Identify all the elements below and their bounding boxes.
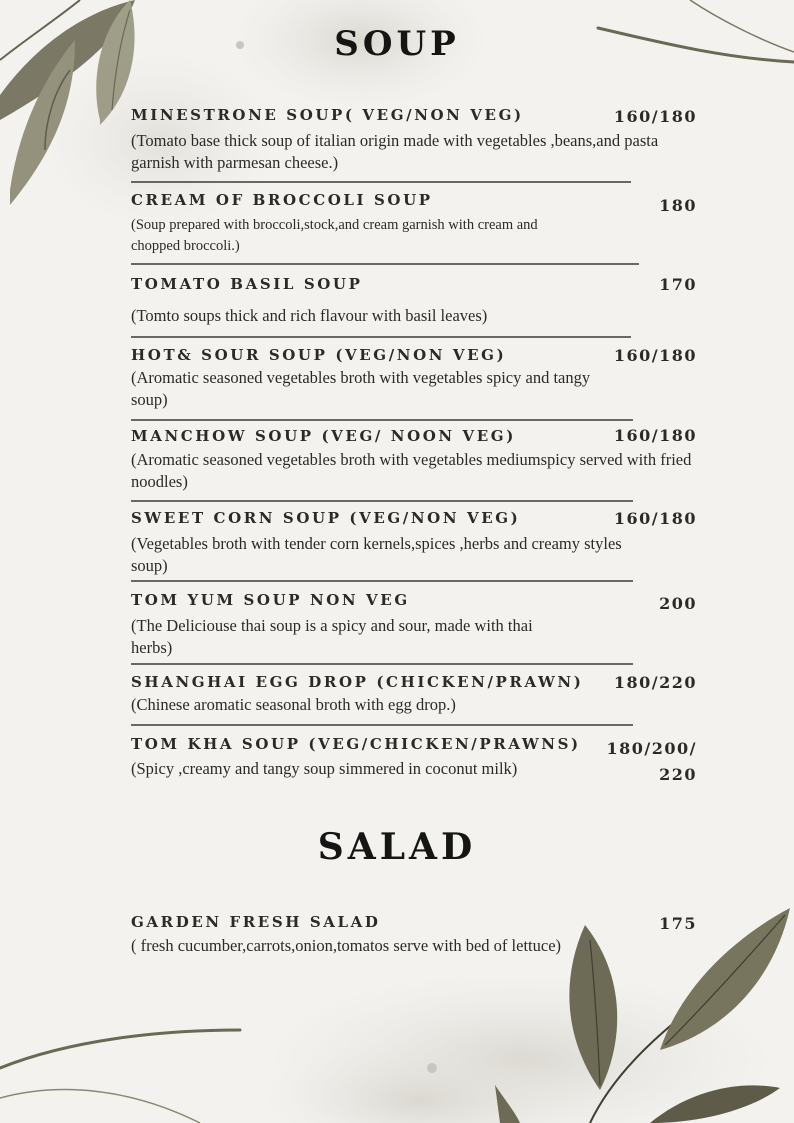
item-price: 160/180 [613, 509, 697, 528]
item-description: (Spicy ,creamy and tangy soup simmered in coconut milk) [131, 759, 518, 778]
soup-section-title: SOUP [334, 24, 460, 64]
item-price: 180 [659, 196, 697, 215]
item-name: SHANGHAI EGG DROP (CHICKEN/PRAWN) [131, 673, 584, 691]
item-price-line: 180/200/ [606, 739, 697, 758]
item-description: (Aromatic seasoned vegetables broth with vegetables mediumspicy served with fried noodles) [131, 450, 692, 491]
item-name: TOM YUM SOUP NON VEG [131, 591, 410, 609]
item-price: 160/180 [613, 426, 697, 445]
item-price: 175 [659, 914, 697, 933]
item-name: TOMATO BASIL SOUP [131, 275, 363, 293]
item-name: GARDEN FRESH SALAD [131, 913, 381, 931]
item-description: (The Deliciouse thai soup is a spicy and sour, made with thai herbs) [131, 616, 533, 657]
item-description: (Tomto soups thick and rich flavour with basil leaves) [131, 306, 488, 325]
item-name: CREAM OF BROCCOLI SOUP [131, 191, 433, 209]
item-name: HOT& SOUR SOUP (VEG/NON VEG) [131, 346, 507, 364]
item-name: TOM KHA SOUP (VEG/CHICKEN/PRAWNS) [131, 735, 581, 753]
item-description: (Aromatic seasoned vegetables broth with vegetables spicy and tangy soup) [131, 368, 591, 409]
bottom-left-swoosh-icon [0, 1030, 240, 1068]
item-price: 170 [659, 275, 697, 294]
item-price [607, 736, 697, 788]
item-description: (Tomato base thick soup of italian origin made with vegetables ,beans,and pasta garnish with parmesan cheese.) [131, 131, 659, 172]
item-price: 180/220 [613, 673, 697, 692]
item-description: (Soup prepared with broccoli,stock,and cream garnish with cream and chopped broccoli.) [131, 217, 538, 254]
item-name: SWEET CORN SOUP (VEG/NON VEG) [131, 509, 521, 527]
item-description: ( fresh cucumber,carrots,onion,tomatos serve with bed of lettuce) [131, 936, 562, 955]
item-price-line: 220 [659, 765, 697, 784]
item-name: MANCHOW SOUP (VEG/ NOON VEG) [131, 427, 516, 445]
item-price: 160/180 [613, 107, 697, 126]
item-name: MINESTRONE SOUP( VEG/NON VEG) [131, 106, 524, 124]
item-price: 160/180 [613, 346, 697, 365]
item-description: (Chinese aromatic seasonal broth with egg drop.) [131, 695, 456, 714]
item-description: (Vegetables broth with tender corn kernels,spices ,herbs and creamy styles soup) [131, 534, 622, 575]
salad-section-title: SALAD [317, 826, 477, 868]
item-price: 200 [659, 594, 697, 613]
